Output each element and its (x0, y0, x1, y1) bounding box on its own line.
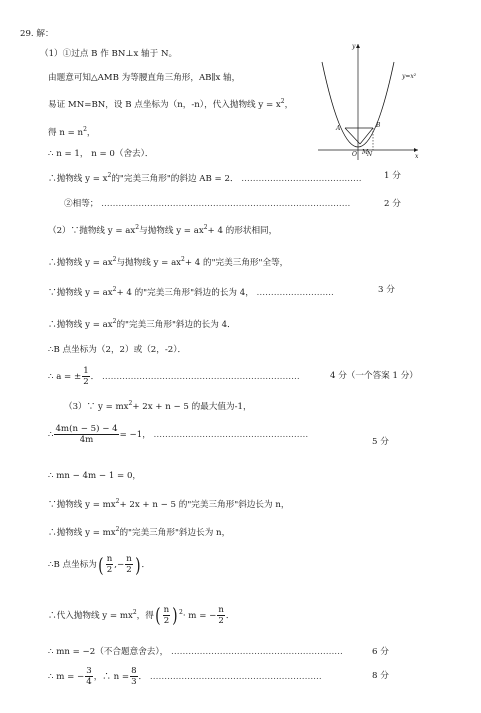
part2-mark4: 4 分（一个答案 1 分） (330, 371, 418, 381)
point-a-label: A (336, 125, 341, 132)
part3-line8: ∴ mn = −2（不合题意舍去）， …………………………………………………… (48, 647, 343, 657)
answer-label: 解： (36, 29, 54, 39)
part3-line7: ∴代入抛物线 $y = mx^2$，得( $\frac{n}{2}$ )$^2$· m = − $\frac{n}{2}$ ． (48, 603, 235, 628)
part1-mark2: 2 分 (384, 199, 401, 209)
part3-line4: ∵抛物线 $y = mx^2+ 2x + n - 5$ 的"完美三角形"斜边长为 n， (48, 498, 290, 510)
part1-line6: ∴抛物线 $y = x^2$的"完美三角形"的斜边 AB = 2． …………………………………… (48, 172, 362, 184)
part1-mark1: 1 分 (384, 171, 401, 181)
part2-mark3: 3 分 (378, 285, 395, 295)
part2-line5: ∴B 点坐标为（2，2）或（2，-2）． (48, 345, 187, 355)
part3-line9: ∴ m = − $\frac{3}{4}$ ，∴ n = $\frac{8}{3}$ ． …………………………………………………… (48, 666, 322, 687)
part3-line6: ∴B 点坐标为( $\frac{n}{2}$ ,− $\frac{n}{2}$ )． (48, 552, 151, 577)
part3-mark6: 6 分 (372, 647, 389, 657)
curve-label: y=x² (402, 73, 417, 80)
parabola-svg (318, 42, 422, 160)
part3-mark5: 5 分 (372, 437, 389, 447)
part3-line3: ∴ mn − 4m − 1 = 0， (48, 471, 142, 481)
question-number: 29. (20, 29, 34, 39)
point-n-label: N (367, 151, 373, 158)
part2-line6: ∴ a = ± $\frac{1}{2}$ ． …………………………………………………………… (48, 366, 300, 387)
solution-number (20, 28, 54, 40)
part2-line4: ∴抛物线 $y = ax^2$的"完美三角形"斜边的长为 4． (48, 318, 236, 330)
part3-line2: ∴ $\frac{4m(n - 5) - 4}{4m}$ = −1， ……………………………………………… (48, 424, 309, 445)
origin-label: O (352, 151, 357, 158)
point-b-label: B (376, 122, 381, 129)
part1-line1: （1）①过点 B 作 BN⊥x 轴于 N。 (40, 49, 178, 59)
x-axis-label: x (415, 153, 419, 160)
part2-line3: ∵抛物线 $y = ax^2+ 4$ 的"完美三角形"斜边的长为 4， ……………………… (48, 286, 334, 298)
part1-line2: 由题意可知△AMB 为等腰直角三角形，AB∥x 轴， (48, 73, 241, 83)
part1-line4: 得 $n = n^2$， (48, 126, 96, 138)
part3-mark8: 8 分 (372, 671, 389, 681)
part3-line5: ∴抛物线 $y = mx^2$的"完美三角形"斜边长为 n， (48, 526, 231, 538)
y-axis-arrow (356, 44, 360, 48)
x-axis-arrow (414, 148, 418, 152)
parabola-figure (318, 42, 422, 160)
y-axis-label: y (352, 43, 356, 50)
part2-line2: ∴抛物线 $y = ax^2$与抛物线 $y = ax^2+ 4$ 的"完美三角形"全等， (48, 256, 289, 268)
part3-line1: （3）∵ $y = mx^2+ 2x + n - 5$ 的最大值为-1， (64, 400, 252, 412)
part1-line5: ∴ n = 1， n = 0（舍去）． (48, 149, 154, 159)
part1-line3: 易证 MN=BN，设 B 点坐标为（n，-n），代入抛物线 $y = x^2$， (48, 98, 294, 110)
part1-line7: ②相等； …………………………………………………………………………… (64, 199, 351, 209)
part2-line1: （2）∵抛物线 $y = ax^2$与抛物线 $y = ax^2+ 4$ 的形状相同， (48, 224, 278, 236)
point-m-label: M (362, 149, 369, 156)
